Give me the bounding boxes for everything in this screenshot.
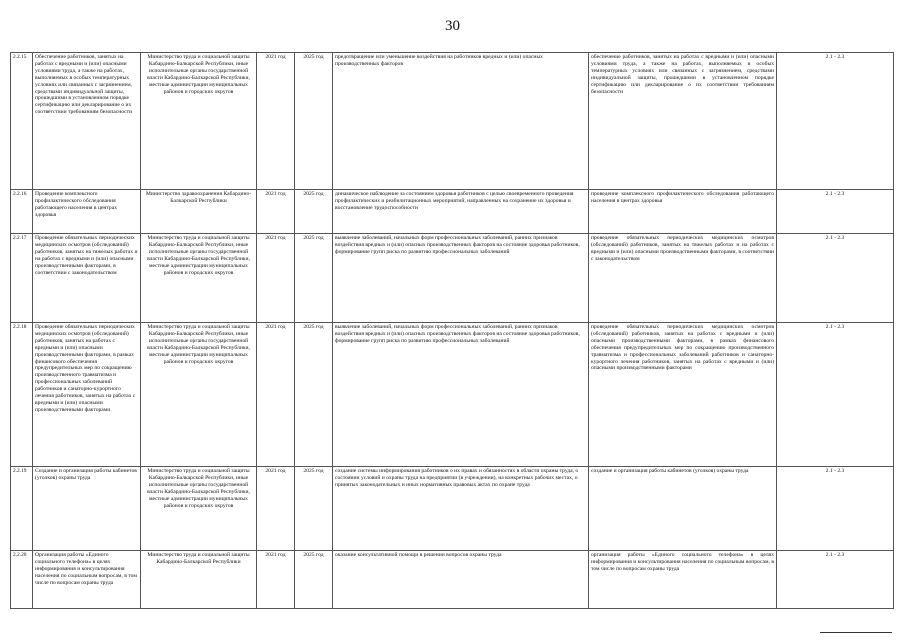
row-number: 2.2.19: [11, 467, 33, 551]
executor: Министерство труда и социальной защиты Кабардино-Балкарской Республики: [141, 551, 257, 609]
table-row: [11, 323, 894, 467]
row-number: 2.2.17: [11, 234, 33, 323]
measure-name: Проведение обязательных периодических медицинских осмотров (обследований) работников, занятых на работах с вредными и (или) опасными производственными факторами, в рамках финансового обеспечения предупредительных мер по сокращению производственного травматизма и профессиональных заболеваний работников и санаторно-курортного лечения работников, занятых на работах с вредными и (или) опасными производственными факторами: [33, 323, 141, 467]
end-year: 2025 год: [295, 551, 333, 609]
executor: Министерство труда и социальной защиты Кабардино-Балкарской Республики, иные исполнительные органы государственной власти Кабардино-Балкарской Республики, местные администрации муниципальных районов и городских округов: [141, 323, 257, 467]
start-year: 2021 год: [257, 551, 295, 609]
executor: Министерство труда и социальной защиты Кабардино-Балкарской Республики, иные исполнительные органы государственной власти Кабардино-Балкарской Республики, местные администрации муниципальных районов и городских округов: [141, 53, 257, 190]
indicator-ref: 2.1 - 2.3: [777, 53, 894, 190]
table-row: [11, 53, 894, 190]
end-year: 2025 год: [295, 53, 333, 190]
expected-result: организация работы «Единого социального телефона» в целях информирования и консультирования населения по социальным вопросам, в том числе по вопросам охраны труда: [589, 551, 777, 609]
measure-name: Проведение комплексного профилактического обследования работающего населения в центрах здоровья: [33, 190, 141, 234]
measures-table: [10, 52, 894, 609]
end-year: 2025 год: [295, 467, 333, 551]
indicator-ref: 2.1 - 2.3: [777, 190, 894, 234]
expected-result: создание и организация работы кабинетов (уголков) охраны труда: [589, 467, 777, 551]
table-row: [11, 467, 894, 551]
expected-effect: динамическое наблюдение за состоянием здоровья работников с целью своевременного проведения профилактических и реабилитационных мероприятий, направленных на сохранение их здоровья и восстановление трудоспособности: [333, 190, 589, 234]
expected-effect: оказание консультативной помощи в решении вопросов охраны труда: [333, 551, 589, 609]
executor: Министерство здравоохранения Кабардино-Балкарской Республики: [141, 190, 257, 234]
row-number: 2.2.15: [11, 53, 33, 190]
indicator-ref: 2.1 - 2.3: [777, 467, 894, 551]
expected-result: проведение обязательных периодических медицинских осмотров (обследований) работников, занятых на работах с вредными и (или) опасными производственными факторами, в рамках финансового обеспечения предупредительных мер по сокращению производственного травматизма и профессиональных заболеваний работников и санаторно-курортного лечения работников, занятых на работах с вредными и (или) опасными производственными факторами: [589, 323, 777, 467]
page-number: 30: [445, 18, 460, 34]
table-row: [11, 234, 894, 323]
end-year: 2025 год: [295, 190, 333, 234]
measure-name: Создание и организация работы кабинетов (уголков) охраны труда: [33, 467, 141, 551]
indicator-ref: 2.1 - 2.3: [777, 551, 894, 609]
expected-effect: выявление заболеваний, начальных форм профессиональных заболеваний, ранних признаков воздействия вредных и (или) опасных производственных факторов на состояние здоровья работников, формирование групп риска по развитию профессиональных заболеваний: [333, 234, 589, 323]
start-year: 2021 год: [257, 234, 295, 323]
row-number: 2.2.18: [11, 323, 33, 467]
measure-name: Организация работы «Единого социального телефона» в целях информирования и консультирования населения по социальным вопросам, в том числе по вопросам охраны труда: [33, 551, 141, 609]
start-year: 2021 год: [257, 467, 295, 551]
end-year: 2025 год: [295, 234, 333, 323]
row-number: 2.2.20: [11, 551, 33, 609]
start-year: 2021 год: [257, 323, 295, 467]
expected-result: проведение обязательных периодических медицинских осмотров (обследований) работников, занятых на тяжелых работах и на работах с вредными и (или) опасными производственными факторами, в соответствии с законодательством: [589, 234, 777, 323]
bottom-rule: [820, 632, 892, 633]
indicator-ref: 2.1 - 2.3: [777, 234, 894, 323]
table-row: [11, 190, 894, 234]
executor: Министерство труда и социальной защиты Кабардино-Балкарской Республики, иные исполнительные органы государственной власти Кабардино-Балкарской Республики, местные администрации муниципальных районов и городских округов: [141, 467, 257, 551]
measure-name: Обеспечение работников, занятых на работах с вредными и (или) опасными условиями труда, а также на работах, выполняемых в особых температурных условиях или связанных с загрязнением, средствами индивидуальной защиты, прошедшими в установленном порядке сертификацию или декларирование о их соответствии требованиям безопасности: [33, 53, 141, 190]
end-year: 2025 год: [295, 323, 333, 467]
start-year: 2021 год: [257, 190, 295, 234]
row-number: 2.2.16: [11, 190, 33, 234]
executor: Министерство труда и социальной защиты Кабардино-Балкарской Республики, иные исполнительные органы государственной власти Кабардино-Балкарской Республики, местные администрации муниципальных районов и городских округов: [141, 234, 257, 323]
expected-effect: предотвращение или уменьшение воздействия на работников вредных и (или) опасных производственных факторов: [333, 53, 589, 190]
expected-result: обеспечение работников, занятых на работах с вредными и (или) опасными условиями труда, а также на работах, выполняемых в особых температурных условиях или связанных с загрязнением, средствами индивидуальной защиты, прошедшими в установленном порядке сертификацию или декларирование о их соответствии требованиям безопасности: [589, 53, 777, 190]
expected-effect: выявление заболеваний, начальных форм профессиональных заболеваний, ранних признаков воздействия вредных и (или) опасных производственных факторов на состояние здоровья работников, формирование групп риска по развитию профессиональных заболеваний: [333, 323, 589, 467]
expected-result: проведение комплексного профилактического обследования работающего населения в центрах здоровья: [589, 190, 777, 234]
start-year: 2021 год: [257, 53, 295, 190]
measure-name: Проведение обязательных периодических медицинских осмотров (обследований) работников, занятых на тяжелых работах и на работах с вредными и (или) опасными производственными факторами, в соответствии с законодательством: [33, 234, 141, 323]
expected-effect: создание системы информирования работников о их правах и обязанностях в области охраны труда, о состоянии условий и охраны труда на предприятии (в учреждении), на конкретных рабочих местах, о принятых законодательных и иных нормативных правовых актах по охране труда: [333, 467, 589, 551]
table-row: [11, 551, 894, 609]
indicator-ref: 2.1 - 2.3: [777, 323, 894, 467]
